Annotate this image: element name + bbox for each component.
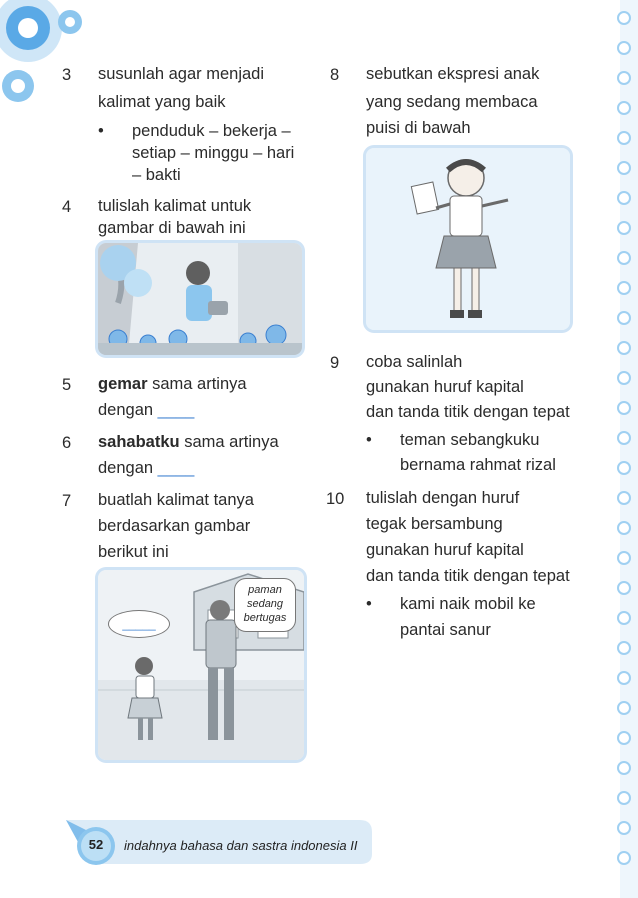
key-word: sahabatku [98, 433, 180, 451]
word-list: setiap – minggu – hari [132, 144, 295, 162]
question-number: 7 [62, 492, 72, 510]
question-text: gunakan huruf kapital [366, 541, 524, 559]
question-text: puisi di bawah [366, 119, 471, 137]
page-number: 52 [88, 837, 104, 852]
question-text: buatlah kalimat tanya [98, 491, 254, 509]
question-text-rest: sama artinya [147, 375, 247, 393]
sentence-to-copy: kami naik mobil ke [400, 595, 536, 613]
question-text: berdasarkan gambar [98, 517, 251, 535]
word-list: penduduk – bekerja – [132, 122, 291, 140]
key-word: gemar [98, 375, 148, 393]
speech-bubble-question: _____ [108, 610, 170, 638]
question-number: 8 [330, 66, 340, 84]
question-text [98, 430, 279, 455]
question-text: kalimat yang baik [98, 93, 226, 111]
question-text [98, 456, 194, 481]
question-text: coba salinlah [366, 353, 463, 371]
bullet: • [366, 431, 372, 449]
question-text-rest: dengan [98, 459, 154, 477]
book-title: indahnya bahasa dan sastra indonesia II [124, 838, 358, 853]
speech-bubble-answer: paman sedang bertugas [234, 578, 296, 632]
sentence-to-copy: bernama rahmat rizal [400, 456, 556, 474]
question-text: dan tanda titik dengan tepat [366, 567, 570, 585]
answer-blank[interactable]: ____ [157, 401, 195, 419]
question-text: sebutkan ekspresi anak [366, 65, 540, 83]
question-text: tegak bersambung [366, 515, 503, 533]
question-text-rest: sama artinya [179, 433, 279, 451]
question-number: 3 [62, 66, 72, 84]
corner-decoration [0, 0, 90, 120]
question-number: 4 [62, 198, 72, 216]
right-edge-decoration [600, 0, 638, 898]
bullet: • [366, 595, 372, 613]
question-number: 10 [326, 490, 345, 508]
word-list: – bakti [132, 166, 181, 184]
answer-blank[interactable]: ____ [157, 459, 195, 477]
question-text-rest: dengan [98, 401, 154, 419]
question-text: berikut ini [98, 543, 169, 561]
question-text: gunakan huruf kapital [366, 378, 524, 396]
question-number: 5 [62, 376, 72, 394]
question-text: susunlah agar menjadi [98, 65, 265, 83]
question-text: yang sedang membaca [366, 93, 538, 111]
question-text [98, 398, 194, 423]
sentence-to-copy: pantai sanur [400, 621, 491, 639]
illustration-girl-watering-flowers [98, 243, 302, 355]
sentence-to-copy: teman sebangkuku [400, 431, 540, 449]
question-number: 6 [62, 434, 72, 452]
question-text: tulislah kalimat untuk [98, 197, 252, 215]
question-text: gambar di bawah ini [98, 219, 246, 237]
bullet: • [98, 122, 104, 140]
question-text: dan tanda titik dengan tepat [366, 403, 570, 421]
question-text: tulislah dengan huruf [366, 489, 520, 507]
illustration-girl-and-policeman [98, 570, 304, 760]
question-number: 9 [330, 354, 340, 372]
question-text [98, 372, 247, 397]
illustration-girl-reading-poem [366, 148, 570, 330]
